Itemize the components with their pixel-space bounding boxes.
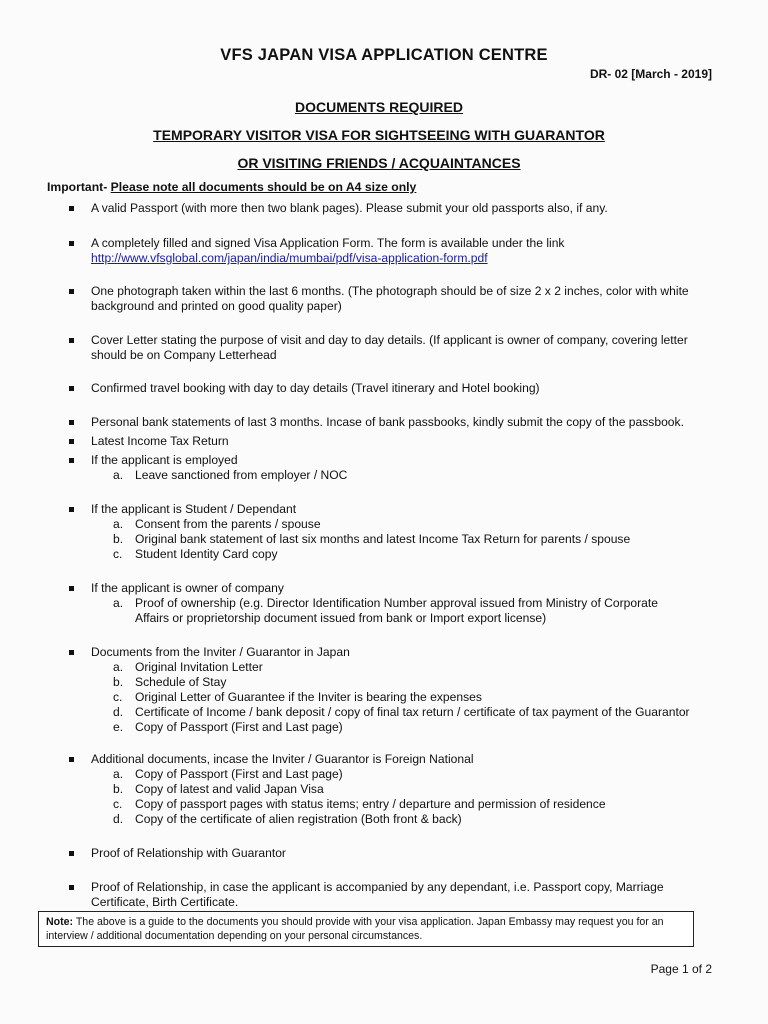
list-item-text	[91, 284, 721, 314]
list-item-text	[91, 453, 721, 468]
list-item-label: If the applicant is employed	[91, 453, 238, 467]
sub-item-letter: a.	[113, 660, 124, 674]
sub-item-text: Proof of ownership (e.g. Director Identification Number approval issued from Ministry of Corporate Affairs or proprietorship document issued from bank or Import export license)	[135, 596, 658, 625]
list-item-label: One photograph taken within the last 6 months. (The photograph should be of size 2 x 2 inches, color with white background and printed on good quality paper)	[91, 284, 689, 313]
document-reference: DR- 02 [March - 2019]	[589, 67, 712, 81]
list-item-label: If the applicant is owner of company	[91, 581, 284, 595]
list-item-text	[91, 201, 721, 216]
important-label: Important-	[47, 180, 108, 194]
bullet-icon	[69, 507, 74, 512]
bullet-icon	[69, 885, 74, 890]
bullet-icon	[69, 439, 74, 444]
sub-item-text: Copy of the certificate of alien registration (Both front & back)	[135, 812, 462, 826]
sub-item-text: Original Invitation Letter	[135, 660, 263, 674]
sub-item-text: Certificate of Income / bank deposit / copy of final tax return / certificate of tax payment of the Guarantor	[135, 705, 690, 719]
list-item-label: Personal bank statements of last 3 months. Incase of bank passbooks, kindly submit the copy of the passbook.	[91, 415, 684, 429]
sub-item-letter: a.	[113, 468, 124, 482]
list-item-label: Confirmed travel booking with day to day details (Travel itinerary and Hotel booking)	[91, 381, 540, 395]
list-item-label: If the applicant is Student / Dependant	[91, 502, 297, 516]
list-item-text	[91, 846, 721, 861]
important-text: Please note all documents should be on A4 size only	[110, 180, 417, 194]
sub-item-letter: e.	[113, 720, 124, 734]
sub-item-text: Student Identity Card copy	[135, 547, 278, 561]
list-item-text	[91, 581, 721, 596]
list-item-label: Cover Letter stating the purpose of visit and day to day details. (If applicant is owner of company, covering letter should be on Company Letterhead	[91, 333, 688, 362]
page-number: Page 1 of 2	[650, 962, 712, 976]
list-item-label: Proof of Relationship with Guarantor	[91, 846, 286, 860]
list-item-text	[91, 880, 721, 910]
list-item-text	[91, 645, 721, 660]
bullet-icon	[69, 650, 74, 655]
list-item-text	[91, 415, 721, 430]
sub-item-text: Schedule of Stay	[135, 675, 227, 689]
heading-documents-required: DOCUMENTS REQUIRED	[294, 99, 463, 115]
note-box	[38, 911, 694, 947]
list-item-text	[91, 333, 721, 363]
important-notice	[47, 180, 416, 194]
bullet-icon	[69, 289, 74, 294]
list-item-text	[91, 434, 721, 449]
list-item-text	[91, 502, 721, 517]
sub-item-text: Leave sanctioned from employer / NOC	[135, 468, 348, 482]
sub-item-letter: c.	[113, 797, 123, 811]
sub-item-letter: d.	[113, 812, 124, 826]
bullet-icon	[69, 206, 74, 211]
bullet-icon	[69, 458, 74, 463]
bullet-icon	[69, 386, 74, 391]
sub-item-text: Copy of latest and valid Japan Visa	[135, 782, 324, 796]
list-item-text	[91, 752, 721, 767]
sub-item-text: Copy of passport pages with status items; entry / departure and permission of residence	[135, 797, 606, 811]
sub-item-letter: a.	[113, 596, 124, 610]
sub-item-letter: a.	[113, 767, 124, 781]
document-title: VFS JAPAN VISA APPLICATION CENTRE	[220, 46, 548, 64]
heading-visa-type: TEMPORARY VISITOR VISA FOR SIGHTSEEING WITH GUARANTOR	[153, 127, 605, 143]
list-item-label: Proof of Relationship, in case the applicant is accompanied by any dependant, i.e. Passport copy, Marriage Certificate, Birth Certificate.	[91, 880, 664, 909]
sub-item-text: Original Letter of Guarantee if the Inviter is bearing the expenses	[135, 690, 482, 704]
bullet-icon	[69, 851, 74, 856]
list-item-label: Documents from the Inviter / Guarantor in Japan	[91, 645, 350, 659]
sub-item-text: Original bank statement of last six months and latest Income Tax Return for parents / spouse	[135, 532, 631, 546]
list-item-label: A valid Passport (with more then two blank pages). Please submit your old passports also, if any.	[91, 201, 608, 215]
note-label: Note:	[46, 916, 74, 928]
list-item-label: A completely filled and signed Visa Application Form. The form is available under the link	[91, 236, 565, 250]
visa-form-link[interactable]: http://www.vfsglobal.com/japan/india/mumbai/pdf/visa-application-form.pdf	[91, 251, 488, 265]
note-text: The above is a guide to the documents you should provide with your visa application. Japan Embassy may request you for an interview / additional documentation depending on your personal circumstances.	[46, 916, 664, 942]
sub-item-letter: c.	[113, 690, 123, 704]
sub-item-letter: b.	[113, 782, 124, 796]
sub-item-letter: b.	[113, 532, 124, 546]
list-item-label: Latest Income Tax Return	[91, 434, 229, 448]
sub-item-letter: a.	[113, 517, 124, 531]
sub-item-text: Consent from the parents / spouse	[135, 517, 321, 531]
bullet-icon	[69, 338, 74, 343]
sub-item-letter: b.	[113, 675, 124, 689]
heading-visa-subtype: OR VISITING FRIENDS / ACQUAINTANCES	[237, 155, 521, 171]
bullet-icon	[69, 586, 74, 591]
list-item-text	[91, 236, 721, 266]
sub-item-letter: d.	[113, 705, 124, 719]
list-item-text	[91, 381, 721, 396]
sub-item-letter: c.	[113, 547, 123, 561]
sub-item-text: Copy of Passport (First and Last page)	[135, 720, 343, 734]
bullet-icon	[69, 757, 74, 762]
list-item-label: Additional documents, incase the Inviter / Guarantor is Foreign National	[91, 752, 474, 766]
bullet-icon	[69, 420, 74, 425]
bullet-icon	[69, 241, 74, 246]
sub-item-text: Copy of Passport (First and Last page)	[135, 767, 343, 781]
